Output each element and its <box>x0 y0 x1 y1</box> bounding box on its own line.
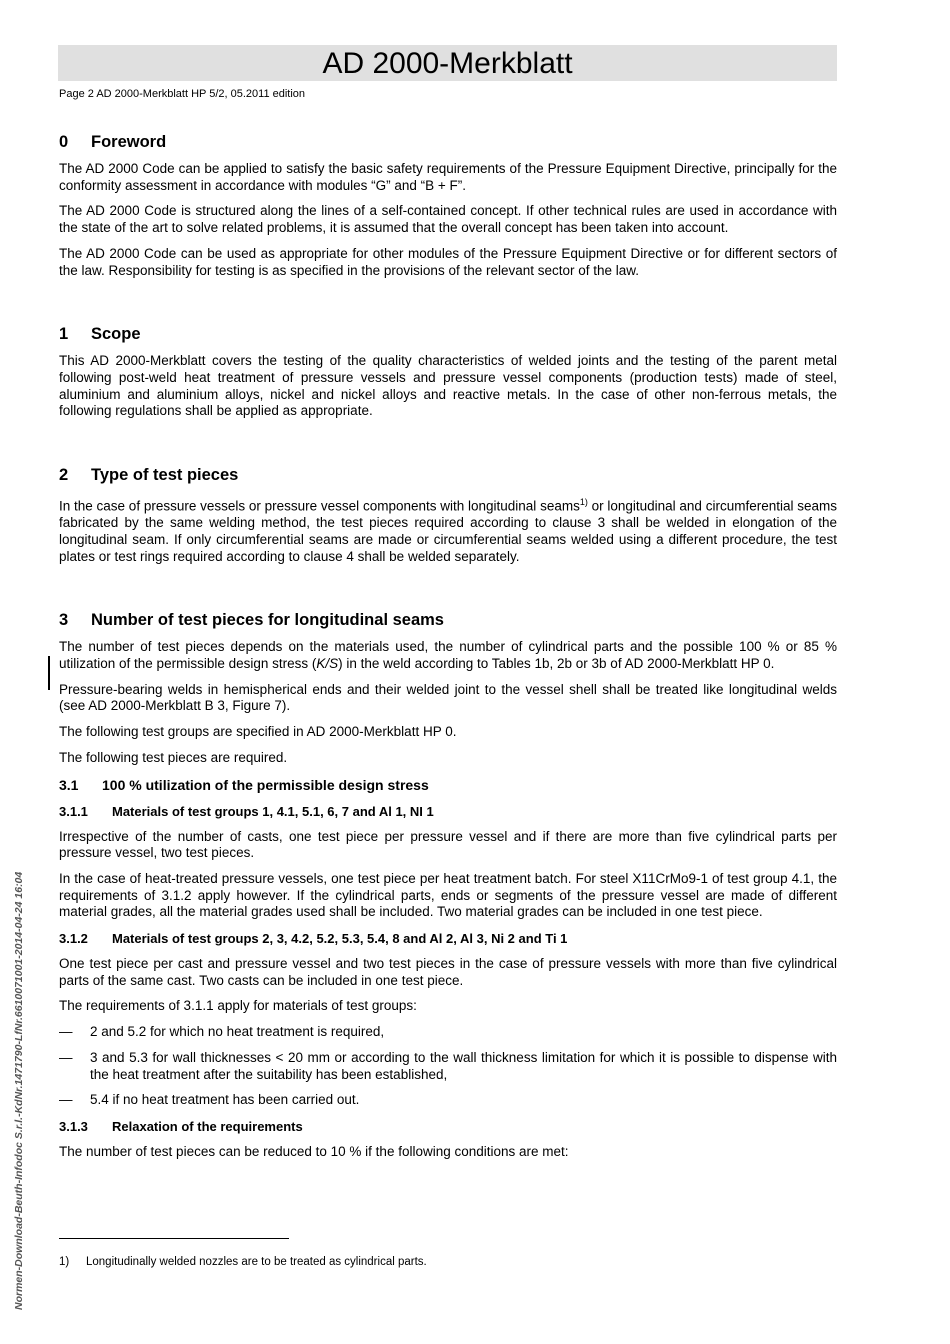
document-header <box>58 45 837 81</box>
paragraph: The following test groups are specified in AD 2000-Merkblatt HP 0. <box>59 724 457 740</box>
paragraph: The AD 2000 Code can be applied to satisfy the basic safety requirements of the Pressure Equipment Directive, principally for the conformity assessment in accordance with modules “G” and “B + F”. <box>59 161 837 193</box>
paragraph: One test piece per cast and pressure vessel and two test pieces in the case of pressure vessels with more than five cylindrical parts of the same cast. Two casts can be included in one test piece. <box>59 956 837 988</box>
paragraph: The number of test pieces can be reduced to 10 % if the following conditions are met: <box>59 1144 569 1159</box>
paragraph: This AD 2000-Merkblatt covers the testing of the quality characteristics of welded joints and the testing of the parent metal following post-weld heat treatment of pressure vessels and pressure vessel components (production tests) made of steel, aluminium and aluminium alloys, nickel and nickel alloys and reactive metals. In the case of other non-ferrous metals, the following regulations shall be applied as appropriate. <box>59 353 837 419</box>
list-item: — 2 and 5.2 for which no heat treatment is required, <box>59 1024 385 1040</box>
heading-number-of-test-pieces: 3 Number of test pieces for longitudinal seams <box>59 611 444 630</box>
list-item: — 3 and 5.3 for wall thicknesses < 20 mm or according to the wall thickness limitation for which it is possible to dispense with the heat treatment after the suitability has been established, <box>59 1049 837 1082</box>
paragraph: The requirements of 3.1.1 apply for materials of test groups: <box>59 998 417 1014</box>
heading-foreword: 0 Foreword <box>59 133 167 151</box>
footnote-divider <box>59 1238 289 1239</box>
paragraph: The following test pieces are required. <box>59 749 288 765</box>
change-marker <box>48 656 50 690</box>
document-title: AD 2000-Merkblatt <box>322 47 573 80</box>
paragraph: In the case of heat-treated pressure vessels, one test piece per heat treatment batch. For steel X11CrMo9-1 of test group 4.1, the requirements of 3.1.2 apply however. If the cylindrical parts, ends or segments of the pressure vessel are made of different material grades, all the material grades used shall be included. Two material grades can be included in one test piece. <box>59 870 837 920</box>
paragraph: In the case of pressure vessels or pressure vessel components with longitudinal seams$^{1)}$ or longitudinal and circumferential seams fabricated by the same welding method, the test pieces required according to clause 3 shall be welded in elongation of the longitudinal seam. If only circumferential seams are made or circumferential seams welded using a different procedure, the test plates or test rings required according to clause 4 shall be welded separately. <box>59 497 837 564</box>
document-body <box>59 118 837 1170</box>
download-watermark: Normen-Download-Beuth-Infodoc S.r.l.-KdNr.1471790-LfNr.6610071001-2014-04-24 16:04 <box>13 871 25 1310</box>
page-info: Page 2 AD 2000-Merkblatt HP 5/2, 05.2011 edition <box>59 88 306 100</box>
footnote: 1) Longitudinally welded nozzles are to be treated as cylindrical parts. <box>59 1256 427 1268</box>
heading-3-1: 3.1 100 % utilization of the permissible design stress <box>59 776 429 793</box>
footnote-reference[interactable]: 1) <box>579 497 588 508</box>
paragraph: The AD 2000 Code can be used as appropriate for other modules of the Pressure Equipment Directive or for different sectors of the law. Responsibility for testing is as specified in the provisions of the relevant sector of the law. <box>59 245 837 278</box>
paragraph: The number of test pieces depends on the materials used, the number of cylindrical parts and the possible 100 % or 85 % utilization of the permissible design stress (K/S) in the weld according to Tables 1b, 2b or 3b of AD 2000-Merkblatt HP 0. <box>59 639 837 672</box>
paragraph: Irrespective of the number of casts, one test piece per pressure vessel and if there are more than five cylindrical parts per pressure vessel, two test pieces. <box>59 828 837 861</box>
heading-3-1-2: 3.1.2 Materials of test groups 2, 3, 4.2, 5.2, 5.3, 5.4, 8 and Al 2, Al 3, Ni 2 and Ti 1 <box>59 931 568 947</box>
paragraph: Pressure-bearing welds in hemispherical ends and their welded joint to the vessel shell shall be treated like longitudinal welds (see AD 2000-Merkblatt B 3, Figure 7). <box>59 681 837 714</box>
heading-scope: 1 Scope <box>59 325 141 344</box>
list-item: — 5.4 if no heat treatment has been carried out. <box>59 1092 360 1108</box>
heading-3-1-3: 3.1.3 Relaxation of the requirements <box>59 1119 303 1134</box>
heading-3-1-1: 3.1.1 Materials of test groups 1, 4.1, 5.1, 6, 7 and Al 1, NI 1 <box>59 803 434 819</box>
heading-type-of-test-pieces: 2 Type of test pieces <box>59 466 239 485</box>
paragraph: The AD 2000 Code is structured along the lines of a self-contained concept. If other technical rules are used in accordance with the state of the art to solve related problems, it is assumed that the overall concept has been taken into account. <box>59 203 837 236</box>
